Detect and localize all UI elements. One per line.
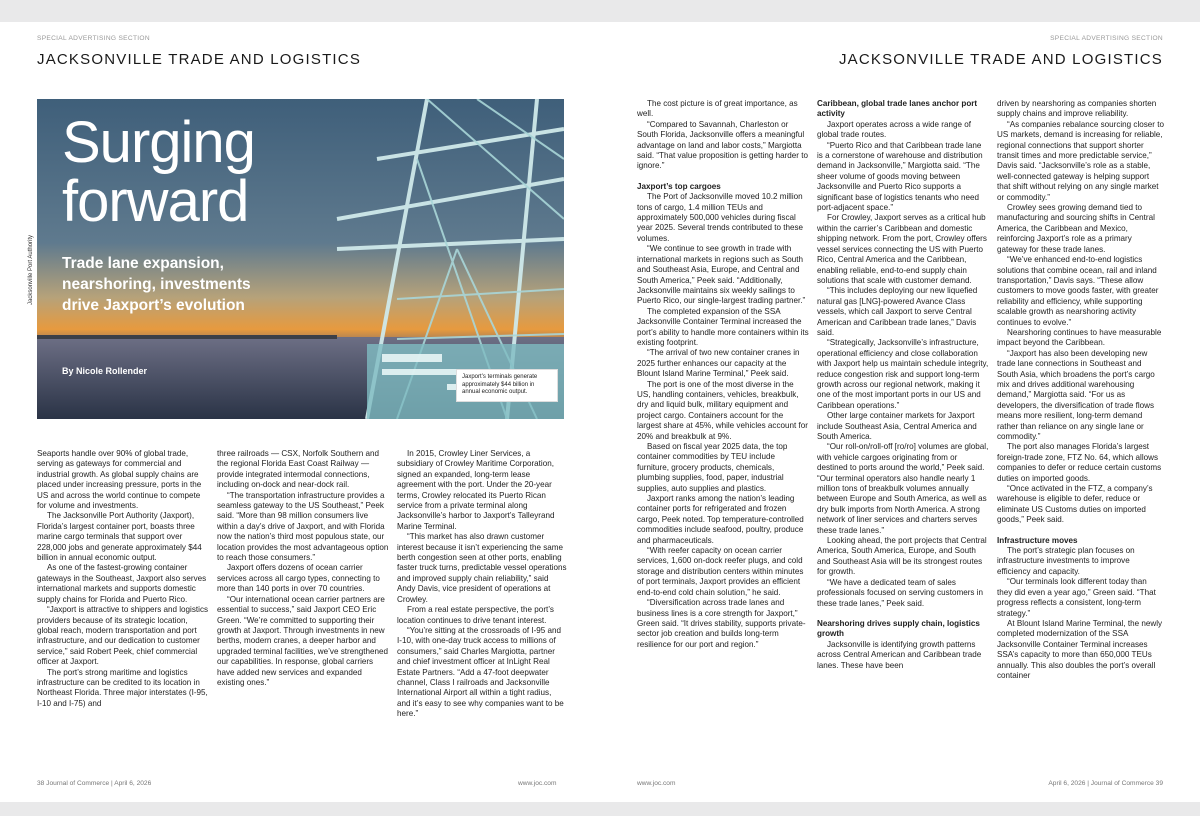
paragraph: The Port of Jacksonville moved 10.2 million tons of cargo, 1.4 million TEUs and approximately 500,000 vehicles during fiscal year 2025. Several trends contributed to these volumes. bbox=[637, 192, 804, 243]
hero-subtitle-line-1: Trade lane expansion, bbox=[62, 255, 224, 272]
paragraph: Looking ahead, the port projects that Central America, South America, Europe, and South and Southeast Asia will be its strongest routes for growth. bbox=[817, 536, 987, 577]
paragraph: “Our international ocean carrier partners are essential to success,” said Jaxport CEO Eric Green. “We’re committed to supporting their growth at Jaxport. Through investments in new berths, modern cranes, a deeper harbor and upgraded terminal facilities, we’ve strengthened our capabilities. In response, global carriers have added new services and expanded existing ones.” bbox=[217, 594, 388, 687]
subheading: Infrastructure moves bbox=[997, 535, 1078, 545]
paragraph: driven by nearshoring as companies shorten supply chains and improve reliability. bbox=[997, 99, 1157, 119]
paragraph: Based on fiscal year 2025 data, the top container commodities by TEU include furniture, grocery products, chemicals, plumbing supplies, food, paper, industrial supplies, auto supplies and plastics. bbox=[637, 442, 788, 493]
paragraph: “Our roll-on/roll-off [ro/ro] volumes are global, with vehicle cargoes originating from or destined to ports around the world,” Peek said. “Our terminal operators also handle nearly 1 million tons of breakbulk volumes annually between Europe and South America, as well as dry bulk imports from North America. A strong network of liner services and charters serves these trade lanes.” bbox=[817, 442, 989, 535]
paragraph: Nearshoring continues to have measurable impact beyond the Caribbean. bbox=[997, 327, 1162, 348]
article-column-4 bbox=[637, 99, 809, 650]
footer-url-right[interactable]: www.joc.com bbox=[637, 780, 676, 787]
advertising-label-right: SPECIAL ADVERTISING SECTION bbox=[1050, 35, 1163, 42]
paragraph: As one of the fastest-growing container gateways in the Southeast, Jaxport also serves international markets and supports domestic supply chains for Florida and Puerto Rico. bbox=[37, 563, 207, 604]
paragraph: “We continue to see growth in trade with international markets in regions such as South and Southeast Asia, Europe, and Central and South America,” Peek said. “Additionally, Jacksonville maintains six weekly sailings to Puerto Rico, our single-largest trading partner.” bbox=[637, 244, 806, 306]
paragraph: Jacksonville is identifying growth patterns across Central American and Caribbean trade lanes. These have been bbox=[817, 639, 982, 670]
paragraph: “Compared to Savannah, Charleston or South Florida, Jacksonville offers a meaningful advantage on land and labor costs,” Margiotta said. “That value proposition is getting harder to ignore.” bbox=[637, 119, 808, 171]
paragraph: “We have a dedicated team of sales professionals focused on serving customers in these trade lanes,” Peek said. bbox=[817, 577, 984, 608]
paragraph: “Jaxport has also been developing new trade lane connections in Southeast and South Asia, which broadens the port’s cargo mix and drives additional warehousing demand,” Margiotta said. “For us as developers, the diversification of trade flows means more resilient, long-term demand rather than reliance on any single lane or commodity.” bbox=[997, 348, 1155, 441]
paragraph: “We’ve enhanced end-to-end logistics solutions that combine ocean, rail and inland transportation,” Davis says. “These allow customers to move goods faster, with greater reliability and efficiency, while supporting scalable growth as nearshoring activity continues to evolve.” bbox=[997, 255, 1159, 327]
paragraph: For Crowley, Jaxport serves as a critical hub within the carrier’s Caribbean and domestic shipping network. From the port, Crowley offers vessel services connecting the US with Puerto Rico, Central America and the Caribbean, enabling reliable, end-to-end supply chain solutions that scale with customer demand. bbox=[817, 213, 987, 285]
paragraph: “This market has also drawn customer interest because it isn’t experiencing the same berth congestion seen at other ports, enabling faster truck turns, predictable vessel operations and improved supply chain reliability,” said Andy Davis, vice president of operations at Crowley. bbox=[397, 532, 567, 604]
hero-title-line-2: forward bbox=[62, 169, 249, 234]
paragraph: At Blount Island Marine Terminal, the newly completed modernization of the SSA Jacksonville Container Terminal increases SSA’s capacity to more than 650,000 TEUs annually. This also doubles the port’s overall container bbox=[997, 618, 1163, 680]
footer-left: 38 Journal of Commerce | April 6, 2026 bbox=[37, 780, 152, 787]
paragraph: From a real estate perspective, the port’s location continues to drive tenant interest. bbox=[397, 605, 554, 625]
paragraph: Crowley sees growing demand tied to manufacturing and sourcing shifts in Central America, the Caribbean and Mexico, reinforcing Jaxport’s role as a primary gateway for these trade lanes. bbox=[997, 203, 1155, 254]
section-title-left: JACKSONVILLE TRADE AND LOGISTICS bbox=[37, 51, 362, 68]
paragraph: Jaxport ranks among the nation’s leading container ports for refrigerated and frozen cargo, Peek noted. Top temperature-controlled commodities include seafood, poultry, produce and pharmaceuticals. bbox=[637, 494, 804, 545]
paragraph: “The arrival of two new container cranes in 2025 further enhances our capacity at the Blount Island Marine Terminal,” Peek said. bbox=[637, 348, 800, 379]
hero-title bbox=[62, 110, 255, 234]
paragraph: The port also manages Florida’s largest foreign-trade zone, FTZ No. 64, which allows companies to defer or reduce certain customs duties on imported goods. bbox=[997, 442, 1162, 483]
paragraph: Jaxport offers dozens of ocean carrier services across all cargo types, connecting to more than 140 ports in over 70 countries. bbox=[217, 563, 380, 594]
paragraph: The Jacksonville Port Authority (Jaxport), Florida’s largest container port, boasts three marine cargo terminals that support over 228,000 jobs and generate approximately $44 billion in annual economic output. bbox=[37, 511, 202, 563]
byline: By Nicole Rollender bbox=[62, 366, 148, 376]
hero-photo bbox=[37, 99, 564, 419]
article-column-3 bbox=[397, 449, 567, 720]
footer-right: April 6, 2026 | Journal of Commerce 39 bbox=[1048, 780, 1163, 787]
paragraph: “Diversification across trade lanes and business lines is a core strength for Jaxport,” Green said. “It drives stability, supports private-sector job creation and builds long-term resilience for our port and region.” bbox=[637, 598, 806, 649]
subheading: Jaxport’s top cargoes bbox=[637, 181, 721, 191]
article-column-2 bbox=[217, 449, 389, 688]
paragraph: Other large container markets for Jaxport include Southeast Asia, Central America and South America. bbox=[817, 411, 977, 441]
article-column-6 bbox=[997, 99, 1164, 681]
paragraph: Jaxport operates across a wide range of global trade routes. bbox=[817, 119, 971, 140]
paragraph: “With reefer capacity on ocean carrier services, 1,600 on-dock reefer plugs, and cold storage and distribution centers within minutes of port terminals, Jaxport provides an efficient end-to-end cold chain solution,” he said. bbox=[637, 546, 804, 597]
paragraph: The cost picture is of great importance, as well. bbox=[637, 99, 798, 119]
hero-subtitle bbox=[62, 253, 251, 316]
paragraph: “This includes deploying our new liquefied natural gas [LNG]-powered Avance Class vessels, which call Jaxport to serve Central American and Caribbean trade lanes,” Davis said. bbox=[817, 286, 978, 337]
paragraph: “Once activated in the FTZ, a company’s warehouse is eligible to defer, reduce or eliminate US Customs duties on imported goods,” Peek said. bbox=[997, 484, 1153, 525]
paragraph: three railroads — CSX, Norfolk Southern and the regional Florida East Coast Railway — provide integrated intermodal connections, including on-dock and near-dock rail. bbox=[217, 449, 379, 490]
hero-title-line-1: Surging bbox=[62, 110, 255, 175]
section-title-right: JACKSONVILLE TRADE AND LOGISTICS bbox=[838, 51, 1163, 68]
footer-url-left[interactable]: www.joc.com bbox=[518, 780, 557, 787]
hero-subtitle-line-2: nearshoring, investments bbox=[62, 276, 251, 293]
subheading: Nearshoring drives supply chain, logistics growth bbox=[817, 618, 980, 639]
paragraph: “As companies rebalance sourcing closer to US markets, demand is increasing for reliable, regional connections that support shorter transit times and more predictable service,” Davis said. “Jacksonville’s role as a stable, well-connected gateway is helping support that shift without relying on any single market or commodity.” bbox=[997, 119, 1165, 202]
article-column-1 bbox=[37, 449, 209, 709]
paragraph: “Strategically, Jacksonville’s infrastructure, operational efficiency and close collaboration with Jaxport help us maintain schedule integrity, reduce congestion risk and support long-term growth across our regional network, making it one of the most important ports in our US and Caribbean operations.” bbox=[817, 338, 989, 410]
paragraph: “Our terminals look different today than they did even a year ago,” Green said. “That progress reflects a consistent, long-term strategy.” bbox=[997, 577, 1156, 618]
article-column-5 bbox=[817, 99, 989, 671]
paragraph: “You’re sitting at the crossroads of I-95 and I-10, with one-day truck access to millions of consumers,” said Charles Margiotta, partner and chief investment officer at InLight Real Estate Partners. “Add a 47-foot deepwater channel, Class I railroads and Jacksonville International Airport all within a tight radius, and it’s easy to see why companies want to be here.” bbox=[397, 625, 564, 719]
paragraph: Seaports handle over 90% of global trade, serving as gateways for commercial and industrial growth. As global supply chains are placed under increasing pressure, ports in the US and across the world continue to compete for volume and investments. bbox=[37, 449, 202, 511]
hero-subtitle-line-3: drive Jaxport’s evolution bbox=[62, 297, 245, 314]
paragraph: The port’s strategic plan focuses on infrastructure investments to improve efficiency and capacity. bbox=[997, 546, 1135, 576]
paragraph: The port is one of the most diverse in the US, handling containers, vehicles, breakbulk, dry and liquid bulk, military equipment and project cargo. Containers account for the largest share at 45%, while vehicles account for 20% and breakbulk at 9%. bbox=[637, 379, 808, 441]
subheading: Caribbean, global trade lanes anchor port activity bbox=[817, 99, 978, 119]
paragraph: “Puerto Rico and that Caribbean trade lane is a cornerstone of warehouse and distribution demand in Jacksonville,” Margiotta said. “The sheer volume of goods moving between Jacksonville and Puerto Rico supports a significant base of logistics tenants who need port-adjacent space.” bbox=[817, 140, 983, 213]
photo-caption: Jaxport’s terminals generate approximately $44 billion in annual economic output. bbox=[456, 369, 558, 402]
photo-credit: Jacksonville Port Authority bbox=[28, 234, 34, 305]
paragraph: “Jaxport is attractive to shippers and logistics providers because of its strategic location, global reach, modern transportation and port infrastructure, and our dedication to customer service,” said Robert Peek, chief commercial officer at Jaxport. bbox=[37, 605, 209, 667]
advertising-label-left: SPECIAL ADVERTISING SECTION bbox=[37, 35, 150, 42]
paragraph: The port’s strong maritime and logistics infrastructure can be credited to its location in Northeast Florida. Three major interstates (I-95, I-10 and I-75) and bbox=[37, 667, 208, 708]
paragraph: The completed expansion of the SSA Jacksonville Container Terminal increased the port’s ability to handle more containers within its existing footprint. bbox=[637, 306, 809, 347]
paragraph: “The transportation infrastructure provides a seamless gateway to the US Southeast,” Peek said. “More than 98 million consumers live within a day’s drive of Jaxport, and with Florida now the nation’s third most populous state, our location provides the most advantageous option to reach those consumers.” bbox=[217, 490, 389, 563]
paragraph: In 2015, Crowley Liner Services, a subsidiary of Crowley Maritime Corporation, signed an expanded, long-term lease agreement with the port. Under the 20-year terms, Crowley relocated its Puerto Rican service from a private terminal along Jacksonville’s harbor to Jaxport’s Talleyrand Marine Terminal. bbox=[397, 449, 555, 531]
